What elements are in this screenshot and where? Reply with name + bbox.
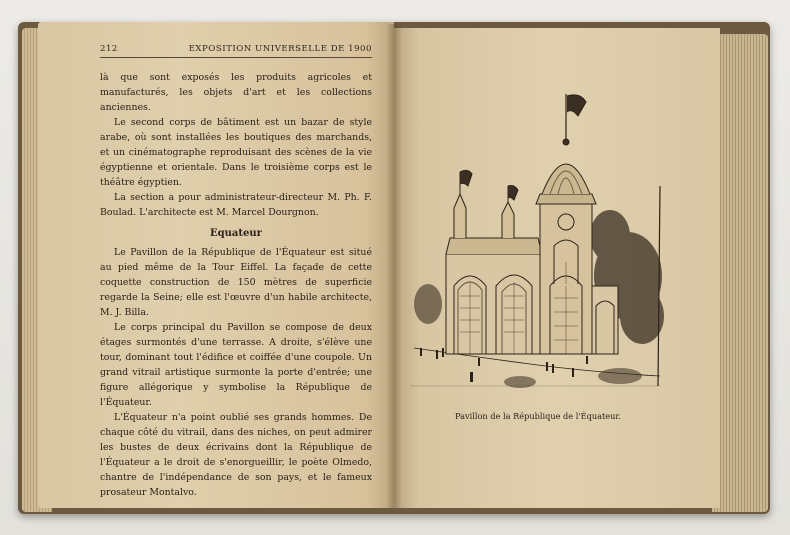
paragraph: Le Pavillon de la République de l'Équateur est situé au pied même de la Tour Eiffel. La façade de cette coquette construction de 150 mètres de superficie regarde la Seine; elle est l'œuvre d'un habile architecte, M. J. Billa. — [100, 247, 372, 318]
running-head — [100, 44, 372, 58]
right-page-edges — [712, 34, 768, 512]
paragraph: Le corps principal du Pavillon se compose de deux étages surmontés d'une terrasse. A droite, s'élève une tour, dominant tout l'édifice et coiffée d'une coupole. Un grand vitrail artistique surmonte la porte d'entrée; une figure allégorique y symbolise la République de l'Équateur. — [100, 322, 372, 408]
running-title: EXPOSITION UNIVERSELLE DE 1900 — [188, 44, 372, 54]
section-heading: Equateur — [210, 228, 262, 239]
paragraph: L'Équateur n'a point oublié ses grands hommes. De chaque côté du vitrail, dans des niches, on peut admirer les bustes de deux écrivains dont la République de l'Équateur a le droit de s'enorgueillir, le poète Olmedo, chantre de l'indépendance de son pays, et le fameux prosateur Montalvo. — [100, 412, 372, 498]
paragraph: La section a pour administrateur-directeur M. Ph. F. Boulad. L'architecte est M. Marcel Dourgnon. — [100, 192, 372, 218]
book-gutter — [386, 24, 402, 508]
paragraph: là que sont exposés les produits agricoles et manufacturés, les objets d'art et les collections anciennes. — [100, 72, 372, 113]
page-number: 212 — [100, 44, 118, 54]
left-page-text — [100, 70, 372, 500]
pavilion-engraving — [410, 86, 666, 404]
illustration-caption: Pavillon de la République de l'Équateur. — [454, 411, 622, 421]
paragraph: Le second corps de bâtiment est un bazar de style arabe, où sont installées les boutiques des marchands, et un cinématographe reproduisant des scènes de la vie égyptienne et orientale. Dans le troisième corps est le théâtre égyptien. — [100, 117, 372, 188]
